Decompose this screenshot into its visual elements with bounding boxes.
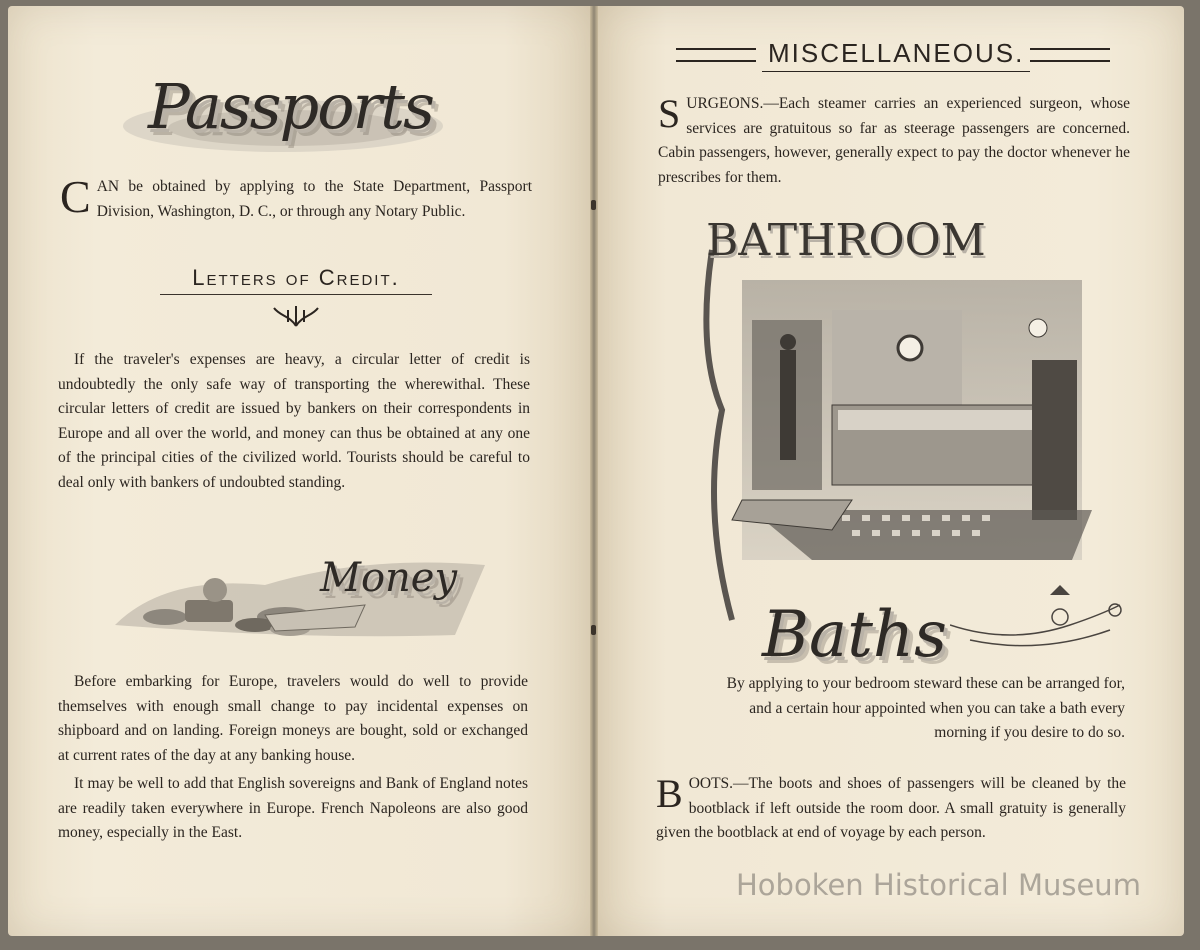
rule-decoration xyxy=(676,48,756,62)
letters-of-credit-paragraph: If the traveler's expenses are heavy, a circular letter of credit is undoubtedly the only safe way of transporting the wherewithal. These circular letters of credit are issued by bankers on their correspondents in Europe and all over the world, and money can thus be obtained at any one of the principal cities of the civilized world. Tourists should be careful to deal only with bankers of undoubted standing. xyxy=(58,351,530,491)
staple xyxy=(591,200,596,210)
money-heading: Money xyxy=(320,555,458,601)
boots-paragraph xyxy=(656,772,1126,846)
passports-text: AN be obtained by applying to the State Department, Passport Division, Washington, D. C., or through any Notary Public. xyxy=(96,178,532,220)
money-paragraph-2: It may be well to add that English sovereigns and Bank of England notes are readily taken everywhere in Europe. French Napoleons are also good money, especially in the East. xyxy=(58,775,528,841)
dropcap: S xyxy=(658,91,681,136)
bathroom-heading: BATHROOM xyxy=(706,215,986,266)
passports-heading: Passports xyxy=(148,70,433,143)
miscellaneous-heading: MISCELLANEOUS. xyxy=(762,38,1030,72)
book-gutter xyxy=(590,6,598,936)
surgeons-paragraph xyxy=(658,92,1130,190)
dropcap: C xyxy=(60,171,91,222)
letters-of-credit-heading: Letters of Credit. xyxy=(160,265,432,295)
money-paragraphs xyxy=(58,670,528,846)
baths-heading: Baths xyxy=(762,598,947,672)
ornament-icon xyxy=(270,302,322,328)
boots-text: OOTS.—The boots and shoes of passengers will be cleaned by the bootblack if left outside the room door. A small gratuity is generally given the bootblack at end of voyage by each person. xyxy=(656,775,1126,841)
museum-watermark: Hoboken Historical Museum xyxy=(736,868,1141,902)
money-paragraph-1: Before embarking for Europe, travelers would do well to provide themselves with enough small change to pay incidental expenses on shipboard and on landing. Foreign moneys are bought, sold or exchanged at current rates of the day at any banking house. xyxy=(58,673,528,764)
flourish-ornament-icon xyxy=(950,585,1130,660)
staple xyxy=(591,625,596,635)
dropcap: B xyxy=(656,771,683,816)
baths-paragraph: By applying to your bedroom steward these can be arranged for, and a certain hour appointed when you can take a bath every morning if you desire to do so. xyxy=(726,675,1125,741)
passports-paragraph xyxy=(60,171,532,224)
surgeons-text: URGEONS.—Each steamer carries an experienced surgeon, whose services are gratuitous so far as steerage passengers are concerned. Cabin passengers, however, generally expect to pay the doctor whenever he prescribes for them. xyxy=(658,95,1130,186)
rule-decoration xyxy=(1030,48,1110,62)
bathroom-illustration xyxy=(692,210,1102,630)
